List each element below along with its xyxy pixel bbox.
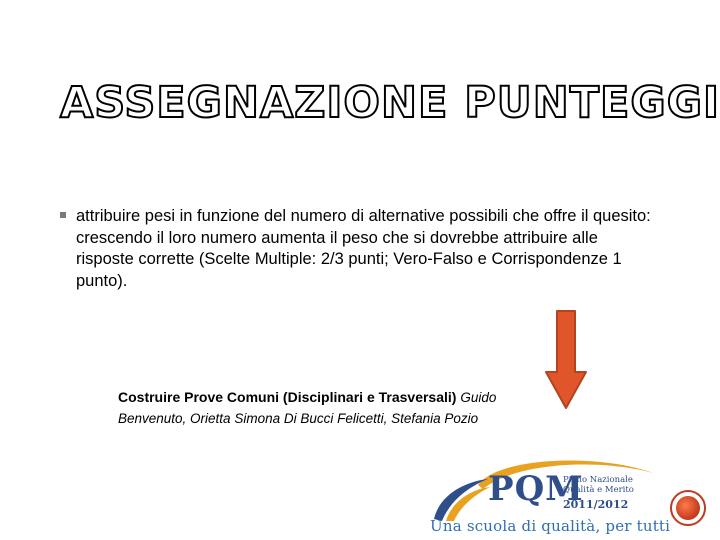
reference-citation [118,387,498,429]
logo-tagline: Una scuola di qualità, per tutti [430,517,671,535]
logo-subtitle [563,475,634,495]
reference-title: Costruire Prove Comuni (Disciplinari e Trasversali) [118,389,457,405]
logo-subtitle-line2: Qualità e Merito [563,485,634,495]
nav-circle-icon[interactable] [670,490,706,526]
bullet-marker-icon [60,212,66,218]
logo-acronym: PQM [488,469,584,509]
bullet-list [60,206,660,292]
logo-subtitle-line1: Piano Nazionale [563,475,633,485]
bullet-item: attribuire pesi in funzione del numero di alternative possibili che offre il quesito: crescendo il loro numero aumenta il peso che si dovrebbe attribuire alle risposte corrette (Scelte Multiple: 2/3 punti; Vero-Falso e Corrispondenze 1 punto). [76,207,651,290]
logo-years: 2011/2012 [563,498,629,511]
slide-title: ASSEGNAZIONE PUNTEGGI [60,78,720,128]
pqm-logo [428,455,671,540]
down-arrow-icon [544,310,588,410]
nav-circle-inner [676,496,700,520]
reference-authors: Guido Benvenuto, Orietta Simona Di Bucci Felicetti, Stefania Pozio [118,390,497,426]
